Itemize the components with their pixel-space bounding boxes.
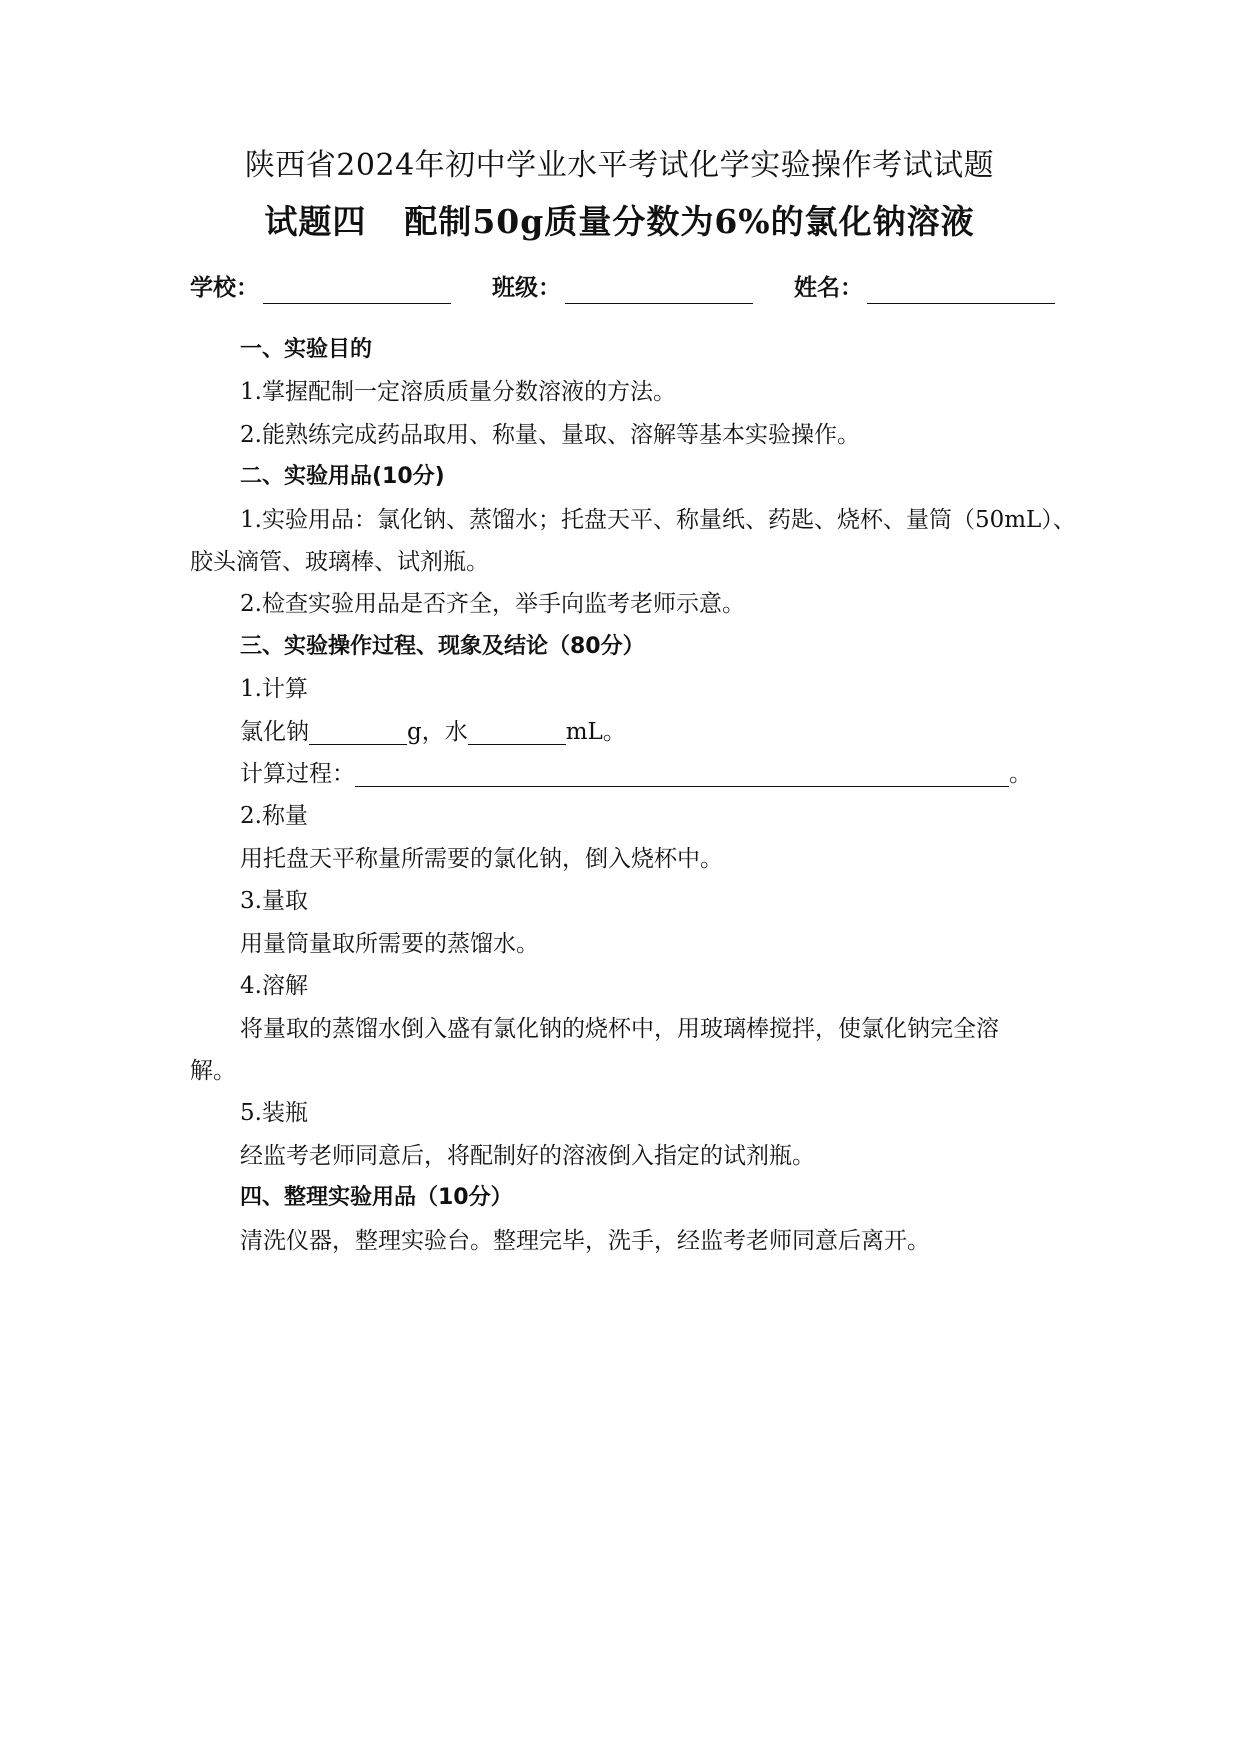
- exam-title: 陕西省2024年初中学业水平考试化学实验操作考试试题: [244, 148, 995, 183]
- step-3-text: 用量筒量取所需要的蒸馏水。: [240, 930, 539, 957]
- step-2-text: 用托盘天平称量所需要的氯化钠，倒入烧杯中。: [240, 845, 723, 872]
- calc-process-blank[interactable]: [355, 758, 1009, 787]
- calc-process-line: [190, 753, 1056, 795]
- purpose-item-1: 1.掌握配制一定溶质质量分数溶液的方法。: [240, 379, 676, 406]
- class-label: 班级：: [492, 275, 561, 301]
- student-info-row: [190, 272, 1056, 306]
- step-3-title: 3.量取: [240, 888, 308, 915]
- school-field: [190, 272, 451, 304]
- section-heading-materials: 二、实验用品(10分): [240, 464, 445, 490]
- step-2-title: 2.称量: [240, 803, 308, 830]
- step-4-text-cont: 解。: [190, 1057, 236, 1084]
- cleanup-text: 清洗仪器，整理实验台。整理完毕，洗手，经监考老师同意后离开。: [240, 1227, 930, 1254]
- question-topic: 配制50g质量分数为6%的氯化钠溶液: [404, 202, 975, 241]
- calc-answer-line: [190, 711, 1056, 753]
- calc-process-end: 。: [1009, 761, 1032, 788]
- step-4-title: 4.溶解: [240, 973, 308, 1000]
- step-1-title: 1.计算: [240, 676, 308, 703]
- class-blank[interactable]: [565, 277, 753, 304]
- step-5-title: 5.装瓶: [240, 1100, 308, 1127]
- name-label: 姓名：: [794, 275, 863, 301]
- water-unit: mL。: [565, 718, 626, 745]
- purpose-item-2: 2.能熟练完成药品取用、称量、量取、溶解等基本实验操作。: [240, 421, 860, 448]
- materials-item-1: 1.实验用品：氯化钠、蒸馏水；托盘天平、称量纸、药匙、烧杯、量筒（50mL）、: [240, 506, 1076, 533]
- school-label: 学校：: [190, 275, 259, 301]
- name-blank[interactable]: [867, 277, 1055, 304]
- nacl-unit-water-label: g，水: [407, 718, 468, 745]
- step-4-text: 将量取的蒸馏水倒入盛有氯化钠的烧杯中，用玻璃棒搅拌，使氯化钠完全溶: [240, 1015, 999, 1042]
- section-heading-procedure: 三、实验操作过程、现象及结论（80分）: [240, 633, 645, 659]
- question-number: 试题四: [264, 202, 367, 241]
- question-title: [0, 200, 1239, 244]
- class-field: [492, 272, 753, 304]
- exam-body: [190, 329, 1076, 1262]
- name-field: [794, 272, 1055, 304]
- section-heading-purpose: 一、实验目的: [240, 337, 373, 362]
- water-volume-blank[interactable]: [468, 716, 566, 745]
- step-5-text: 经监考老师同意后，将配制好的溶液倒入指定的试剂瓶。: [240, 1142, 815, 1169]
- materials-item-2: 2.检查实验用品是否齐全，举手向监考老师示意。: [240, 591, 745, 618]
- materials-item-1-cont: 胶头滴管、玻璃棒、试剂瓶。: [190, 549, 489, 576]
- school-blank[interactable]: [263, 277, 451, 304]
- section-heading-cleanup: 四、整理实验用品（10分）: [240, 1185, 513, 1211]
- calc-process-label: 计算过程：: [240, 761, 355, 788]
- nacl-label: 氯化钠: [240, 718, 309, 745]
- nacl-mass-blank[interactable]: [309, 716, 407, 745]
